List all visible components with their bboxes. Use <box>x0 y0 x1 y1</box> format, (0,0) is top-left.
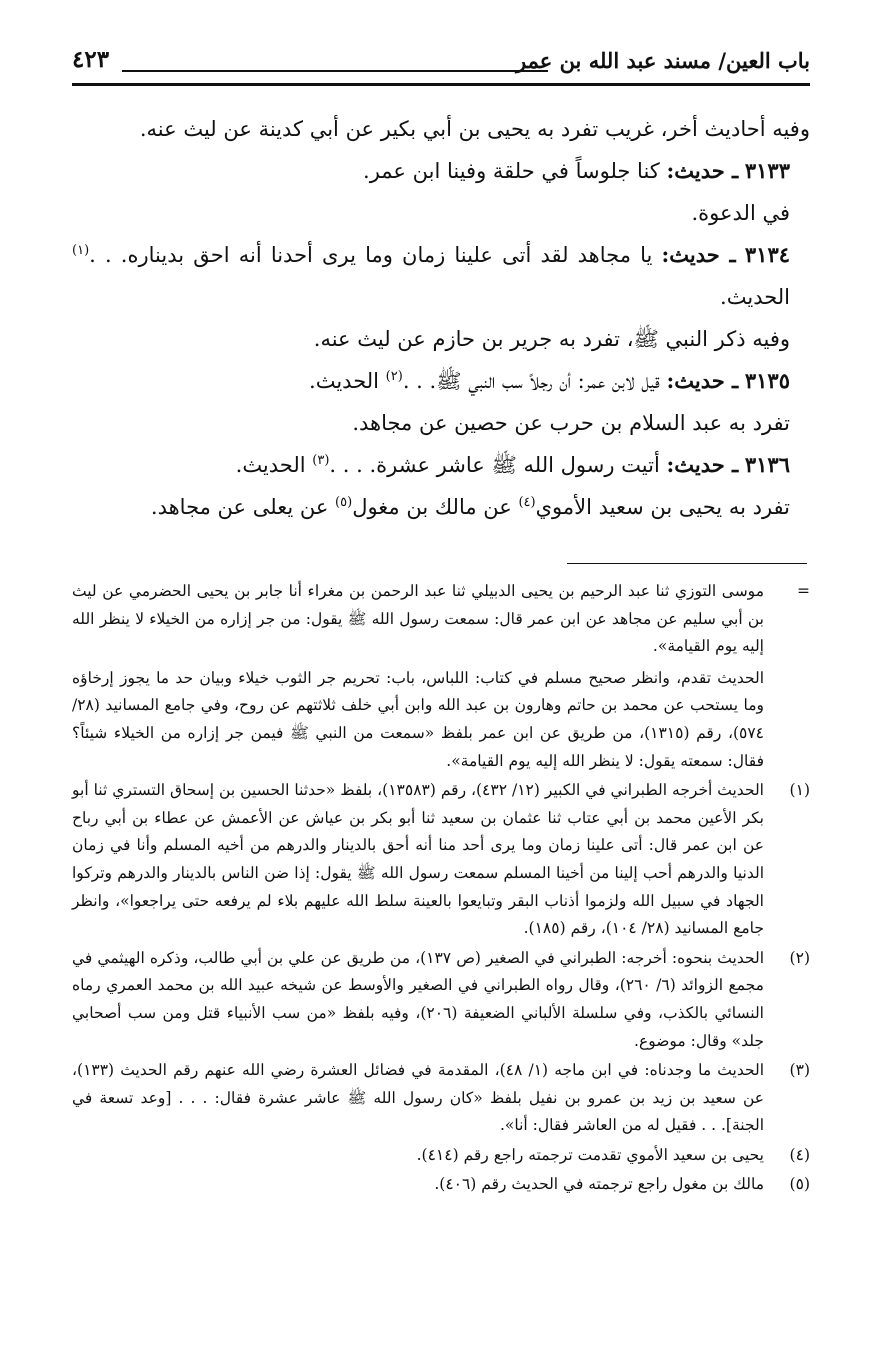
hadith-3136 <box>72 444 810 486</box>
footnote-item <box>72 1057 810 1140</box>
footnote-item <box>72 1142 810 1170</box>
footnote-mark: (٣) <box>789 1061 810 1080</box>
main-text <box>72 108 810 528</box>
hadith-note: وفيه ذكر النبي ﷺ، تفرد به جرير بن حازم عن ليث عنه. <box>313 327 790 351</box>
hadith-label: ـ حديث: <box>661 242 736 267</box>
footnote-mark: (٤) <box>789 1145 810 1164</box>
header-line <box>122 70 548 72</box>
footnote-continuation <box>72 578 810 775</box>
footnote-ref[interactable]: (٢) <box>385 369 403 384</box>
footnote-mark: = <box>797 582 810 600</box>
running-title: باب العين/ مسند عبد الله بن عمر <box>516 48 810 73</box>
footnote-text: موسى التوزي ثنا عبد الرحيم بن يحيى الدبيلي ثنا عبد الرحمن بن مغراء أنا جابر بن يحيى الحضرمي عن ليث بن أبي سليم عن مجاهد عن ابن عمر قال: سمعت رسول الله ﷺ يقول: من جر إزاره من الخيلاء لا ينظر الله إليه يوم القيامة». <box>72 582 764 656</box>
hadith-number: ٣١٣٤ <box>744 242 791 267</box>
footnote-separator <box>567 563 807 564</box>
hadith-number: ٣١٣٥ <box>744 368 790 393</box>
intro-paragraph: وفيه أحاديث أخر، غريب تفرد به يحيى بن أبي بكير عن أبي كدينة عن ليث عنه. <box>139 117 810 141</box>
hadith-label: ـ حديث: <box>666 368 739 393</box>
footnote-text: الحديث بنحوه: أخرجه: الطبراني في الصغير (ص ١٣٧)، من طريق عن علي بن أبي طالب، وذكره الهيثمي في مجمع الزوائد (٦/ ٢٦٠)، وقال رواه الطبراني في الصغير والأوسط عن شيخه عبيد الله بن محمد العمري رماه النسائي بالكذب، وفي سلسلة الألباني الضعيفة (٢٠٦)، وفيه بلفظ «من سب الأنبياء قتل ومن سب أصحابي جلد» وقال: موضوع. <box>72 948 765 1050</box>
hadith-note: تفرد به يحيى بن سعيد الأموي$^{(٤)}$ عن مالك بن مغول$^{(٥)}$ عن يعلى عن مجاهد. <box>150 495 790 519</box>
hadith-3135 <box>72 360 810 402</box>
hadith-label: ـ حديث: <box>666 158 739 183</box>
hadith-3134 <box>72 234 810 318</box>
header-rule <box>72 83 810 86</box>
hadith-note: تفرد به عبد السلام بن حرب عن حصين عن مجاهد. <box>352 411 790 435</box>
hadith-tail: الحديث. <box>309 369 386 393</box>
footnote-text: الحديث تقدم، وانظر صحيح مسلم في كتاب: اللباس، باب: تحريم جر الثوب خيلاء وبيان حد ما يجوز إرخاؤه وما يستحب عن محمد بن حاتم وهارون بن عبد الله وابن أبي خلف ثلاثتهم عن روح، وفي جامع المسانيد (٢٨/ ٥٧٤)، رقم (١٣١٥)، من طريق عن ابن عمر بلفظ «سمعت من النبي ﷺ فيمن جر إزاره من الخيلاء شيئاً؟ فقال: سمعته يقول: لا ينظر الله إليه يوم القيامة». <box>72 668 764 770</box>
footnote-text: يحيى بن سعيد الأموي تقدمت ترجمته راجع رقم (٤١٤). <box>416 1145 764 1164</box>
footnote-ref[interactable]: (٣) <box>312 453 330 468</box>
footnote-item <box>72 777 810 943</box>
footnote-item <box>72 945 810 1055</box>
hadith-label: ـ حديث: <box>666 452 739 477</box>
hadith-3133 <box>72 150 810 192</box>
footnote-mark: (٥) <box>789 1175 810 1194</box>
hadith-note: في الدعوة. <box>691 201 790 225</box>
hadith-text: أتيت رسول الله ﷺ عاشر عشرة. . . . <box>329 453 660 477</box>
footnote-text: الحديث أخرجه الطبراني في الكبير (١٢/ ٤٣٢)، رقم (١٣٥٨٣)، بلفظ «حدثنا الحسين بن إسحاق التستري ثنا أبو بكر الأعين محمد بن أبي عتاب ثنا عثمان بن سعيد ثنا أبو بكر بن عياش عن الأعمش عن عطاء بن أبي رباح عن ابن عمر قال: أتى علينا زمان وما يرى أحد منا أنه أحق بالدينار والدرهم من أخيه المسلم وأنا في زمان الدنيا والدرهم أحب إلينا من أخينا المسلم سمعت رسول الله ﷺ يقول: إذا ضن الناس بالدينار والدرهم وتركوا الجهاد في سبيل الله ولزموا أذناب البقر وتبايعوا بالعينة سلط الله عليهم بلاء لم يرفعه حتى يراجعوا»، وانظر جامع المسانيد (٢٨/ ١٠٤)، رقم (١٨٥). <box>72 781 764 938</box>
page-header <box>72 38 810 82</box>
hadith-tail: الحديث. <box>235 453 313 477</box>
page-number: ٤٢٣ <box>72 46 110 73</box>
hadith-text: يا مجاهد لقد أتى علينا زمان وما يرى أحدنا أنه احق بديناره. . . <box>89 243 653 267</box>
hadith-number: ٣١٣٦ <box>744 452 790 477</box>
hadith-text: كنا جلوساً في حلقة وفينا ابن عمر. <box>363 159 660 183</box>
hadith-number: ٣١٣٣ <box>744 158 790 183</box>
footnote-item <box>72 1171 810 1199</box>
hadith-tail: الحديث. <box>720 285 790 309</box>
hadith-text: قيل لابن عمر: أن رجلاً سب النبي ﷺ. . . <box>402 369 660 393</box>
footnotes <box>72 578 810 1201</box>
footnote-text: الحديث ما وجدناه: في ابن ماجه (١/ ٤٨)، المقدمة في فضائل العشرة رضي الله عنهم رقم الحديث (١٣٣)، عن سعيد بن زيد بن عمرو بن نفيل بلفظ «كان رسول الله ﷺ عاشر عشرة فقال: . . . [وعد تسعة في الجنة]. . . فقيل له من العاشر فقال: أنا». <box>72 1061 765 1135</box>
footnote-text: مالك بن مغول راجع ترجمته في الحديث رقم (٤٠٦). <box>434 1175 764 1194</box>
footnote-ref[interactable]: (١) <box>72 243 90 258</box>
footnote-ref[interactable]: (٥) <box>335 495 353 510</box>
footnote-mark: (٢) <box>789 948 810 967</box>
footnote-ref[interactable]: (٤) <box>518 495 536 510</box>
footnote-mark: (١) <box>789 781 810 800</box>
